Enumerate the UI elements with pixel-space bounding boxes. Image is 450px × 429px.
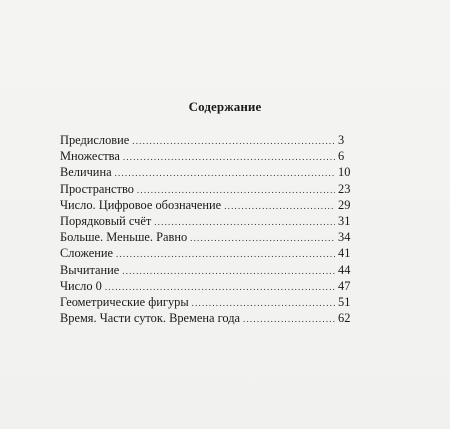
toc-entry-page: 51 xyxy=(338,294,351,309)
toc-leader-dots xyxy=(190,230,335,246)
toc-entry-page: 6 xyxy=(338,149,345,164)
toc-entry xyxy=(60,229,360,245)
toc-leader-dots xyxy=(243,311,335,327)
toc-entry-label: Величина xyxy=(60,165,112,180)
toc-entry-label: Сложение xyxy=(60,246,113,261)
toc-entry-page: 23 xyxy=(338,181,351,196)
toc-entry-label: Число 0 xyxy=(60,278,102,293)
toc-entry-label: Пространство xyxy=(60,181,134,196)
toc-leader-dots xyxy=(137,182,335,198)
toc-entry-label: Порядковый счёт xyxy=(60,213,152,228)
page-title: Содержание xyxy=(188,99,262,114)
toc-entry-label: Вычитание xyxy=(60,262,120,277)
toc-entry-label: Больше. Меньше. Равно xyxy=(60,230,188,245)
toc-entry-label: Предисловие xyxy=(60,133,130,147)
toc-entry xyxy=(60,197,360,213)
toc-entry-page: 29 xyxy=(338,197,351,212)
toc-entry-label: Время. Части суток. Времена года xyxy=(60,311,241,326)
toc-entry-page: 34 xyxy=(338,230,351,245)
toc-entry-page: 10 xyxy=(338,165,351,180)
toc-entry-label: Число. Цифровое обозначение xyxy=(60,197,222,212)
toc-leader-dots xyxy=(192,295,335,311)
toc-leader-dots xyxy=(122,263,335,279)
toc-entry-page: 44 xyxy=(338,262,351,277)
toc-leader-dots xyxy=(123,149,335,165)
toc-entry xyxy=(60,213,360,229)
toc-entry xyxy=(60,245,360,261)
toc-entry xyxy=(60,148,360,164)
toc-entry-page: 31 xyxy=(338,213,351,228)
toc-entry-page: 62 xyxy=(338,311,351,326)
toc-leader-dots xyxy=(224,198,335,214)
toc-leader-dots xyxy=(132,133,335,149)
toc-entry-label: Множества xyxy=(60,149,120,164)
toc-leader-dots xyxy=(116,246,335,262)
toc-entry-page: 41 xyxy=(338,246,351,261)
table-of-contents xyxy=(60,132,360,326)
toc-entry-page: 47 xyxy=(338,278,351,293)
toc-entry xyxy=(60,310,360,326)
toc-entry xyxy=(60,132,360,148)
toc-entry xyxy=(60,181,360,197)
toc-leader-dots xyxy=(105,279,335,295)
toc-entry xyxy=(60,262,360,278)
toc-entry-page: 3 xyxy=(338,133,345,147)
toc-entry xyxy=(60,164,360,180)
toc-entry xyxy=(60,294,360,310)
toc-leader-dots xyxy=(115,165,335,181)
toc-leader-dots xyxy=(154,214,335,230)
toc-entry xyxy=(60,278,360,294)
toc-entry-label: Геометрические фигуры xyxy=(60,294,189,309)
